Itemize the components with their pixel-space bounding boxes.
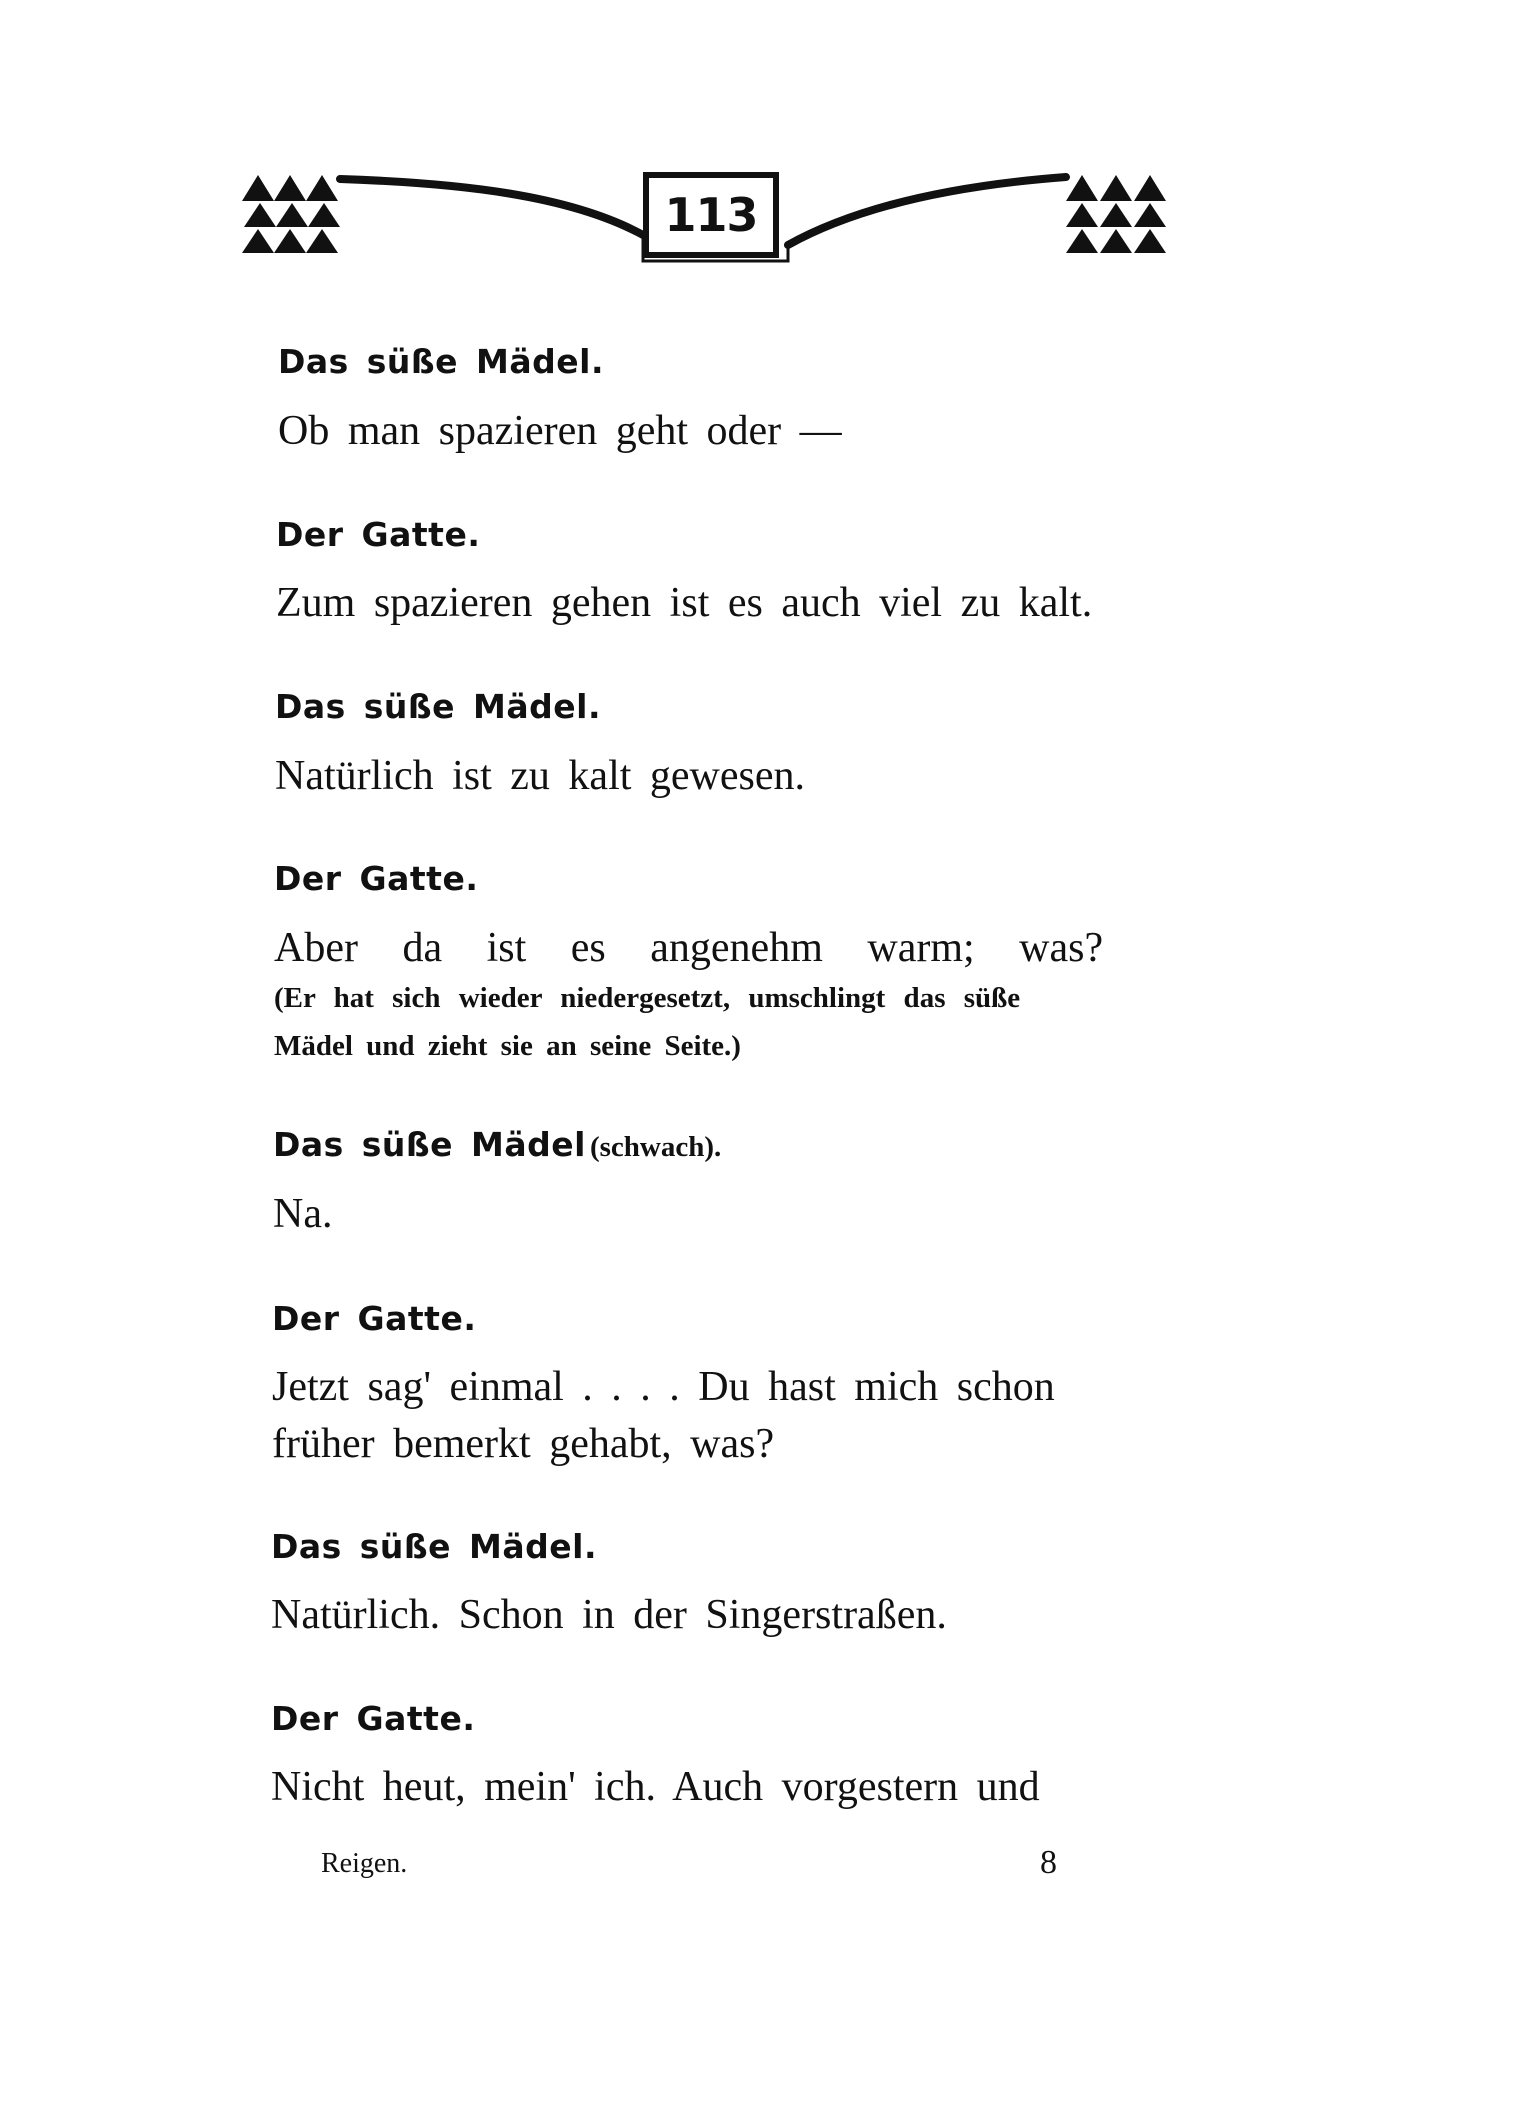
page-number-box [643, 172, 779, 258]
stage-direction-line: Mädel und zieht sie an seine Seite.) [274, 1030, 741, 1062]
speaker-name: Der Gatte. [271, 1699, 476, 1738]
speech-line: Aber da ist es angenehm warm; was? [274, 925, 1104, 971]
speaker-name: Der Gatte. [276, 515, 481, 554]
speaker-line [273, 1125, 722, 1164]
speech-line: Nicht heut, mein' ich. Auch vorgestern und [271, 1764, 1040, 1810]
speech-line: Jetzt sag' einmal . . . . Du hast mich schon [272, 1364, 1055, 1410]
speaker-name: Das süße Mädel. [275, 687, 601, 726]
speaker-note: (schwach). [589, 1131, 722, 1163]
stage-direction-line: (Er hat sich wieder niedergesetzt, umschlingt das süße [274, 982, 1021, 1014]
speech-line: Natürlich. Schon in der Singerstraßen. [271, 1592, 947, 1638]
footer-title: Reigen. [321, 1848, 408, 1879]
speaker-name: Der Gatte. [274, 859, 479, 898]
signature-mark: 8 [1040, 1844, 1057, 1881]
speech-line: Zum spazieren gehen ist es auch viel zu kalt. [276, 580, 1093, 626]
speech-line: Natürlich ist zu kalt gewesen. [275, 753, 806, 799]
speech-line: Ob man spazieren geht oder — [278, 408, 842, 454]
left-triangle-ornament-icon [242, 175, 340, 253]
speaker-name: Der Gatte. [272, 1299, 477, 1338]
speech-line: früher bemerkt gehabt, was? [272, 1421, 775, 1467]
speech-line: Na. [273, 1191, 333, 1237]
page-number: 113 [664, 188, 758, 242]
speaker-name: Das süße Mädel. [278, 342, 604, 381]
speaker-name: Das süße Mädel. [271, 1527, 597, 1566]
right-triangle-ornament-icon [1066, 175, 1166, 253]
speaker-name: Das süße Mädel [273, 1125, 586, 1164]
